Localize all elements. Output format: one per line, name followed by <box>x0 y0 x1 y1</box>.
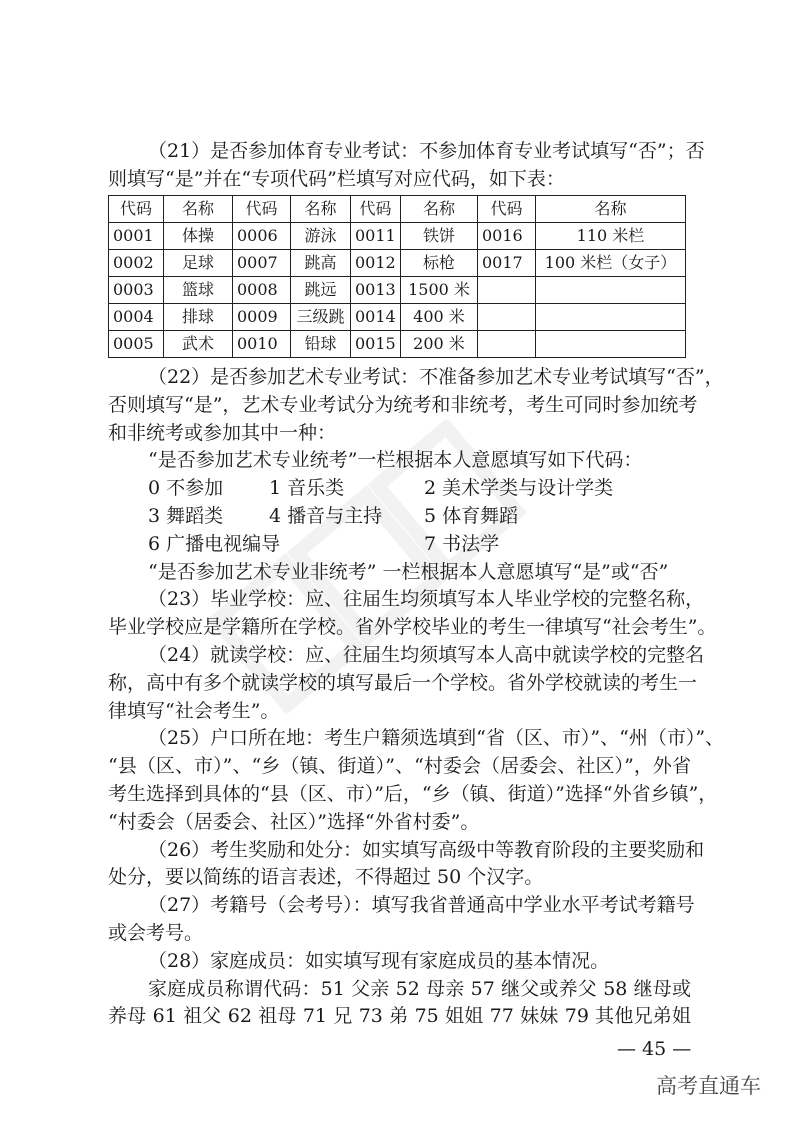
sport-name-cell: 200 米 <box>401 331 478 358</box>
sport-code-cell: 0001 <box>109 223 164 250</box>
text-line: 称，高中有多个就读学校的填写最后一个学校。省外学校就读的考生一 <box>108 671 698 694</box>
sport-name-cell <box>536 331 686 358</box>
text-line: “是否参加艺术专业非统考” 一栏根据本人意愿填写“是”或“否” <box>148 560 669 583</box>
text-line: 家庭成员称谓代码：51 父亲 52 母亲 57 继父或养父 58 继母或 <box>148 977 691 1000</box>
text-line: （24）就读学校：应、往届生均须填写本人高中就读学校的完整名 <box>148 643 705 666</box>
sport-code-cell: 0006 <box>233 223 291 250</box>
column-header: 名称 <box>401 196 478 223</box>
sport-name-cell: 排球 <box>164 304 233 331</box>
sport-code-cell <box>478 304 536 331</box>
paragraph-21 <box>108 138 705 194</box>
column-header: 名称 <box>536 196 686 223</box>
art-code-option: 4 播音与主持 <box>269 504 383 527</box>
sport-name-cell: 100 米栏（女子） <box>536 250 686 277</box>
art-code-option: 6 广播电视编导 <box>148 532 281 555</box>
art-code-option: 1 音乐类 <box>269 477 345 500</box>
sports-code-table <box>108 195 686 358</box>
column-header: 代码 <box>478 196 536 223</box>
sport-name-cell <box>536 277 686 304</box>
sport-name-cell: 铅球 <box>291 331 351 358</box>
sport-name-cell: 三级跳 <box>291 304 351 331</box>
text-line: 或会考号。 <box>108 921 204 944</box>
text-line: （23）毕业学校：应、往届生均须填写本人毕业学校的完整名称， <box>148 588 705 611</box>
text-line: 养母 61 祖父 62 祖母 71 兄 73 弟 75 姐姐 77 妹妹 79 其他兄弟姐 <box>108 1005 691 1028</box>
sport-name-cell: 400 米 <box>401 304 478 331</box>
sport-code-cell: 0003 <box>109 277 164 304</box>
column-header: 代码 <box>109 196 164 223</box>
sport-name-cell: 篮球 <box>164 277 233 304</box>
sport-code-cell: 0010 <box>233 331 291 358</box>
column-header: 代码 <box>233 196 291 223</box>
art-code-option: 7 书法学 <box>424 532 500 555</box>
sport-code-cell: 0012 <box>351 250 401 277</box>
text-line: 和非统考或参加其中一种： <box>108 421 337 444</box>
text-line: 处分，要以简练的语言表述，不得超过 50 个汉字。 <box>108 866 544 889</box>
sport-code-cell: 0014 <box>351 304 401 331</box>
sport-code-cell: 0017 <box>478 250 536 277</box>
page-number: — 45 — <box>617 1038 692 1060</box>
column-header: 名称 <box>291 196 351 223</box>
sport-code-cell: 0007 <box>233 250 291 277</box>
sport-name-cell: 110 米栏 <box>536 223 686 250</box>
text-line: 毕业学校应是学籍所在学校。省外学校毕业的考生一律填写“社会考生”。 <box>108 616 717 639</box>
art-code-option: 2 美术学类与设计学类 <box>424 477 614 500</box>
text-line: 考生选择到具体的“县（区、市）”后，“乡（镇、街道）”选择“外省乡镇”， <box>108 782 718 805</box>
sport-code-cell: 0002 <box>109 250 164 277</box>
sport-code-cell: 0013 <box>351 277 401 304</box>
column-header: 代码 <box>351 196 401 223</box>
text-line: （28）家庭成员：如实填写现有家庭成员的基本情况。 <box>148 949 610 972</box>
sport-name-cell: 标枪 <box>401 250 478 277</box>
column-header: 名称 <box>164 196 233 223</box>
sport-code-cell: 0005 <box>109 331 164 358</box>
text-line: （25）户口所在地：考生户籍须选填到“省（区、市）”、“州（市）”、 <box>148 727 725 750</box>
sport-name-cell: 铁饼 <box>401 223 478 250</box>
paragraphs-22-28 <box>108 364 725 1031</box>
art-code-option <box>269 531 424 559</box>
table-row <box>109 304 686 331</box>
art-code-option: 5 体育舞蹈 <box>424 504 519 527</box>
sport-name-cell: 武术 <box>164 331 233 358</box>
text-line: （27）考籍号（会考号）：填写我省普通高中学业水平考试考籍号 <box>148 894 695 917</box>
sport-name-cell: 体操 <box>164 223 233 250</box>
sport-name-cell: 跳远 <box>291 277 351 304</box>
sport-code-cell: 0011 <box>351 223 401 250</box>
text-line: 否则填写“是”，艺术专业考试分为统考和非统考，考生可同时参加统考 <box>108 393 698 416</box>
text-line: 则填写“是”并在“专项代码”栏填写对应代码，如下表： <box>108 167 565 190</box>
text-line: “村委会（居委会、社区）”选择“外省村委”。 <box>108 810 480 833</box>
sport-code-cell: 0008 <box>233 277 291 304</box>
sport-name-cell <box>536 304 686 331</box>
sport-code-cell <box>478 331 536 358</box>
sport-code-cell: 0016 <box>478 223 536 250</box>
text-line: “县（区、市）”、“乡（镇、街道）”、“村委会（居委会、社区）”，外省 <box>108 755 691 778</box>
table-row <box>109 223 686 250</box>
text-line: （21）是否参加体育专业考试：不参加体育专业考试填写“否”；否 <box>148 140 705 162</box>
table-header-row <box>109 196 686 223</box>
sport-name-cell: 跳高 <box>291 250 351 277</box>
table-row <box>109 250 686 277</box>
sport-code-cell: 0015 <box>351 331 401 358</box>
art-code-option: 0 不参加 <box>148 477 224 500</box>
text-line: 律填写“社会考生”。 <box>108 699 280 722</box>
sport-name-cell: 游泳 <box>291 223 351 250</box>
sport-name-cell: 足球 <box>164 250 233 277</box>
text-line: “是否参加艺术专业统考”一栏根据本人意愿填写如下代码： <box>148 449 643 472</box>
table-row <box>109 277 686 304</box>
sport-code-cell: 0004 <box>109 304 164 331</box>
sport-name-cell: 1500 米 <box>401 277 478 304</box>
sport-code-cell <box>478 277 536 304</box>
text-line: （26）考生奖励和处分：如实填写高级中等教育阶段的主要奖励和 <box>148 838 705 861</box>
watermark-logo-text: 高考直通车 <box>656 1074 761 1098</box>
table-row <box>109 331 686 358</box>
text-line: （22）是否参加艺术专业考试：不准备参加艺术专业考试填写“否”， <box>148 366 724 388</box>
art-code-option: 3 舞蹈类 <box>148 504 224 527</box>
art-exam-code-list <box>108 475 691 558</box>
sport-code-cell: 0009 <box>233 304 291 331</box>
